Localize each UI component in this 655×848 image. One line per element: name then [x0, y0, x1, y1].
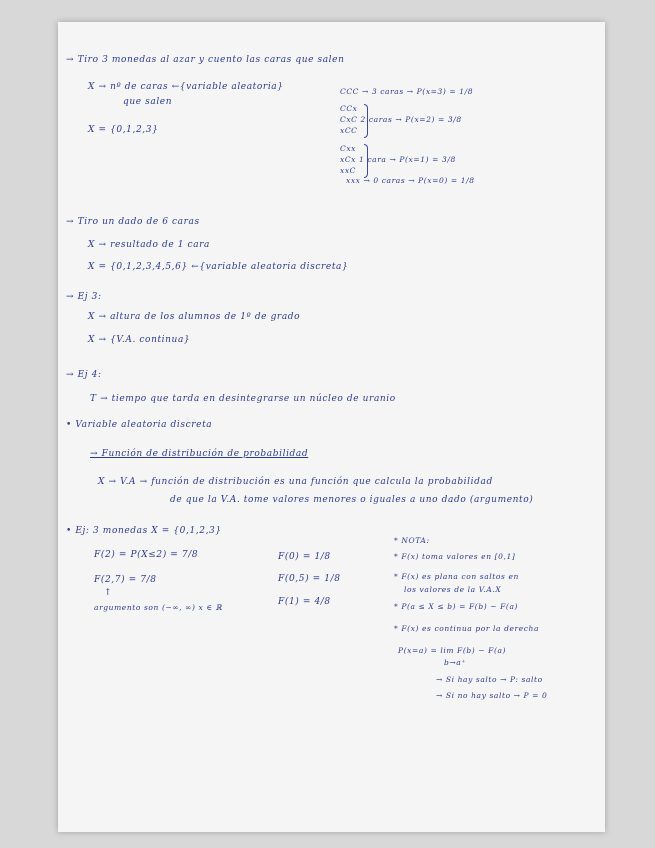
section-3-type: X → {V.A. continua} — [88, 335, 191, 345]
section-2-set: X = {0,1,2,3,4,5,6} ←{variable aleatoria discreta} — [88, 262, 349, 272]
example-f0: F(0) = 1/8 — [278, 552, 331, 562]
note-limit-sub: b→a⁺ — [444, 658, 466, 667]
argument-arrow: ↑ — [104, 588, 113, 598]
section-5-subtitle: → Función de distribución de probabilidad — [90, 449, 309, 459]
combo-xxc: xxC — [340, 166, 356, 175]
note-title: * NOTA: — [394, 536, 430, 545]
note-no-salto: → Si no hay salto → P = 0 — [436, 691, 548, 700]
combo-xxx: xxx → 0 caras → P(x=0) = 1/8 — [346, 176, 475, 185]
combo-ccc: CCC → 3 caras → P(x=3) = 1/8 — [340, 87, 474, 96]
section-6-title: • Ej: 3 monedas X = {0,1,2,3} — [66, 526, 222, 536]
section-1-definition: X → nº de caras ←{variable aleatoria} — [88, 82, 284, 92]
combo-xcc: xCC — [340, 126, 358, 135]
combo-ccx: CCx — [340, 104, 358, 113]
notebook-page — [58, 22, 605, 832]
section-1-set: X = {0,1,2,3} — [88, 125, 159, 135]
section-1-title: → Tiro 3 monedas al azar y cuento las caras que salen — [66, 55, 345, 65]
section-2-title: → Tiro un dado de 6 caras — [66, 217, 200, 227]
section-1-definition-cont: que salen — [123, 97, 173, 107]
note-continuity: * F(x) es continua por la derecha — [394, 624, 540, 633]
section-2-definition: X → resultado de 1 cara — [88, 240, 211, 250]
section-4-definition: T → tiempo que tarda en desintegrarse un núcleo de uranio — [90, 394, 396, 404]
section-3-definition: X → altura de los alumnos de 1º de grado — [88, 312, 301, 322]
note-range: * F(x) toma valores en [0,1] — [394, 552, 516, 561]
section-5-definition: X → V.A → función de distribución es una función que calcula la probabilidad — [98, 477, 493, 487]
bracket-1-cara — [364, 144, 368, 178]
section-3-title: → Ej 3: — [66, 292, 102, 302]
combo-cxx: Cxx — [340, 144, 356, 153]
section-5-title: • Variable aleatoria discreta — [66, 420, 213, 430]
example-f05: F(0,5) = 1/8 — [278, 574, 341, 584]
example-f2: F(2) = P(X≤2) = 7/8 — [94, 550, 199, 560]
note-flat-cont: los valores de la V.A.X — [404, 585, 502, 594]
note-interval: * P(a ≤ X ≤ b) = F(b) − F(a) — [394, 602, 519, 611]
combo-xcx: xCx 1 cara → P(x=1) = 3/8 — [340, 155, 456, 164]
combo-cxc: CxC 2 caras → P(x=2) = 3/8 — [340, 115, 462, 124]
note-salto: → Si hay salto → P: salto — [436, 675, 543, 684]
note-limit: P(x=a) = lim F(b) − F(a) — [398, 646, 507, 655]
note-flat: * F(x) es plana con saltos en — [394, 572, 519, 581]
bracket-2-caras — [364, 104, 368, 138]
example-f27: F(2,7) = 7/8 — [94, 575, 157, 585]
section-5-definition-cont: de que la V.A. tome valores menores o iguales a uno dado (argumento) — [170, 495, 534, 505]
example-f1: F(1) = 4/8 — [278, 597, 331, 607]
section-4-title: → Ej 4: — [66, 370, 102, 380]
argument-note: argumento son (−∞, ∞) x ∈ ℝ — [94, 603, 223, 612]
